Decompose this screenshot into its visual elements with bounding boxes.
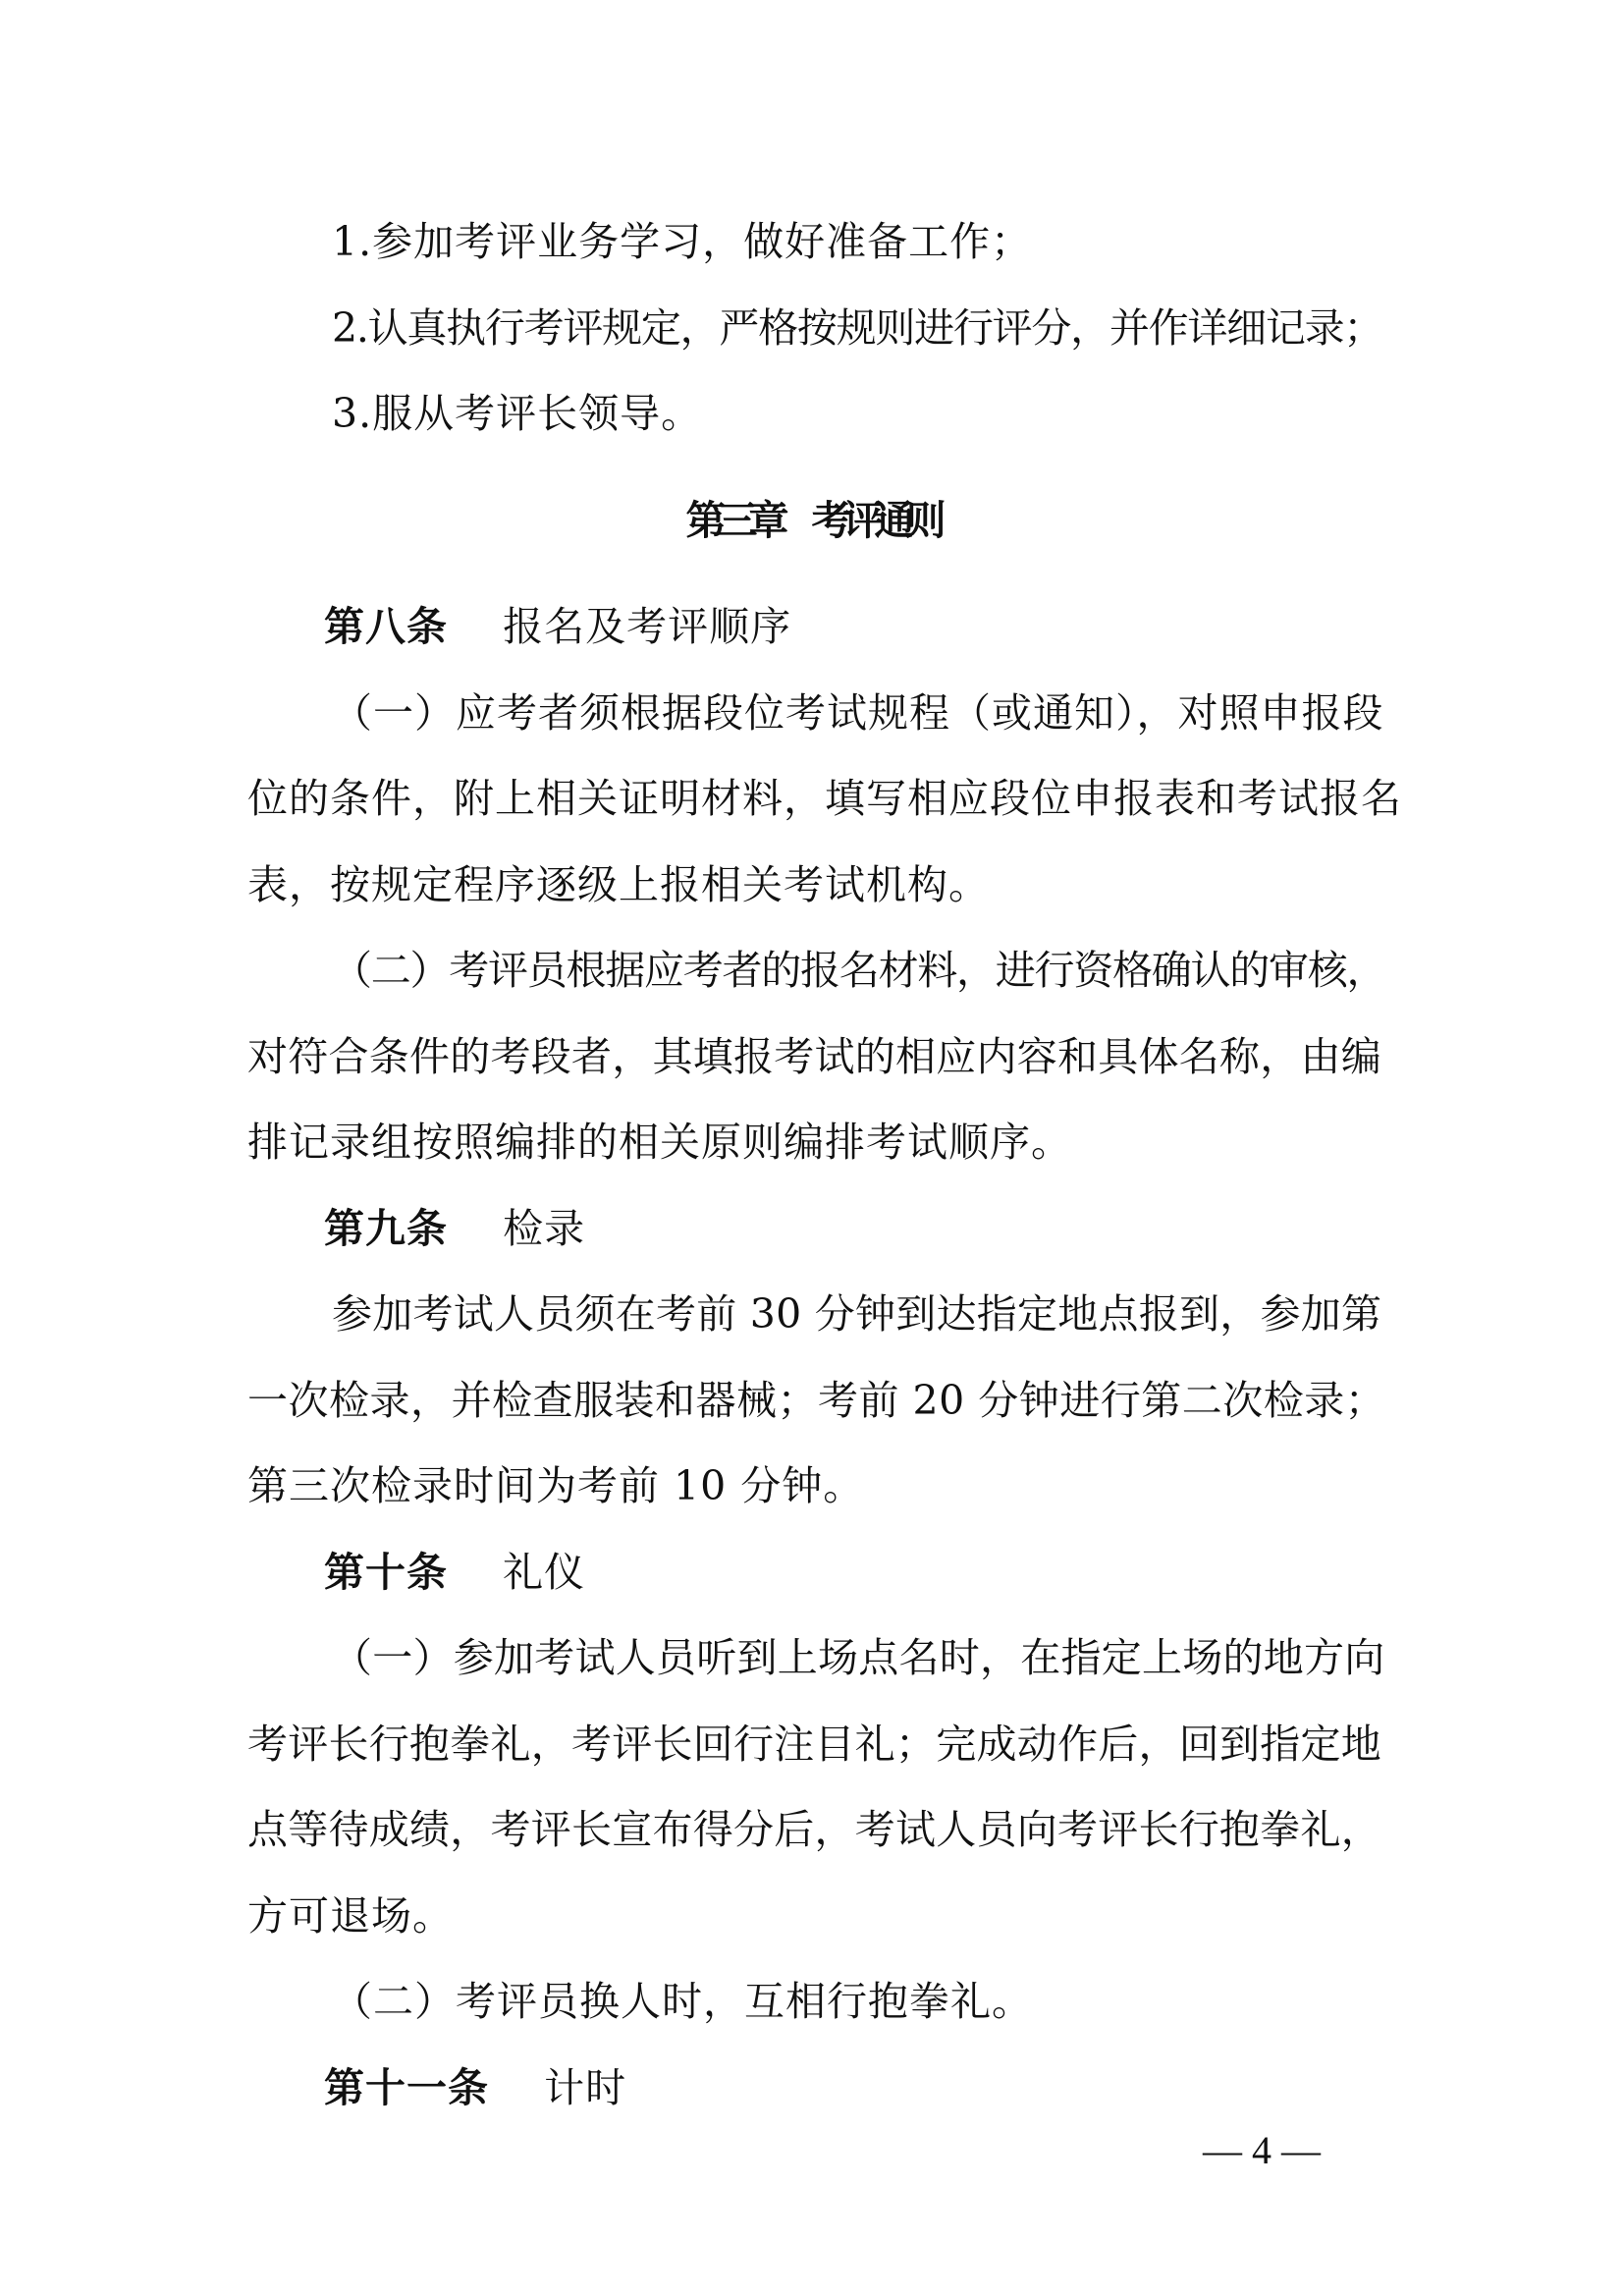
article-9-p1-line3: 第三次检录时间为考前 10 分钟。 xyxy=(247,1462,865,1509)
article-10-heading xyxy=(324,1549,586,1596)
article-10-p2-line1: （二）考评员换人时，互相行抱拳礼。 xyxy=(332,1978,1033,2025)
article-8-p1-line3: 表，按规定程序逐级上报相关考试机构。 xyxy=(247,861,990,908)
article-11-heading xyxy=(324,2064,627,2111)
article-11-label: 第十一条 xyxy=(324,2064,489,2111)
article-10-p1-line3: 点等待成绩，考评长宣布得分后，考试人员向考评长行抱拳礼， xyxy=(247,1806,1381,1853)
article-8-p1-line1: （一）应考者须根据段位考试规程（或通知），对照申报段 xyxy=(332,689,1384,737)
article-9-p1-line2: 一次检录，并检查服装和器械；考前 20 分钟进行第二次检录； xyxy=(247,1377,1386,1424)
article-8-spacer xyxy=(461,603,489,650)
article-8-heading xyxy=(324,603,792,650)
duty-item-2: 2.认真执行考评规定，严格按规则进行评分，并作详细记录； xyxy=(332,304,1383,352)
article-8-p1-line2: 位的条件，附上相关证明材料，填写相应段位申报表和考试报名 xyxy=(247,775,1402,822)
article-8-title: 报名及考评顺序 xyxy=(503,603,792,650)
article-10-label: 第十条 xyxy=(324,1549,448,1596)
article-8-label: 第八条 xyxy=(324,603,448,650)
article-8-p2-line2: 对符合条件的考段者，其填报考试的相应内容和具体名称，由编 xyxy=(247,1033,1381,1080)
article-9-label: 第九条 xyxy=(324,1205,448,1252)
page-number: — 4 — xyxy=(1203,2128,1321,2172)
chapter-title: 第三章 考评通则 xyxy=(685,497,938,544)
article-11-title: 计时 xyxy=(544,2064,627,2111)
article-10-title: 礼仪 xyxy=(503,1549,586,1596)
duty-item-3: 3.服从考评长领导。 xyxy=(332,390,703,437)
article-9-heading xyxy=(324,1205,586,1252)
article-10-spacer xyxy=(461,1549,489,1596)
article-10-p1-line4: 方可退场。 xyxy=(247,1892,454,1940)
article-9-p1-line1: 参加考试人员须在考前 30 分钟到达指定地点报到，参加第 xyxy=(332,1290,1382,1338)
duty-item-1: 1.参加考评业务学习，做好准备工作； xyxy=(332,218,1033,265)
article-8-p2-line3: 排记录组按照编排的相关原则编排考试顺序。 xyxy=(247,1119,1072,1166)
article-8-p2-line1: （二）考评员根据应考者的报名材料，进行资格确认的审核， xyxy=(332,947,1386,994)
article-9-spacer xyxy=(461,1205,489,1252)
article-11-spacer xyxy=(503,2064,530,2111)
article-9-title: 检录 xyxy=(503,1205,586,1252)
article-10-p1-line1: （一）参加考试人员听到上场点名时，在指定上场的地方向 xyxy=(332,1634,1385,1681)
article-10-p1-line2: 考评长行抱拳礼，考评长回行注目礼；完成动作后，回到指定地 xyxy=(247,1721,1381,1768)
